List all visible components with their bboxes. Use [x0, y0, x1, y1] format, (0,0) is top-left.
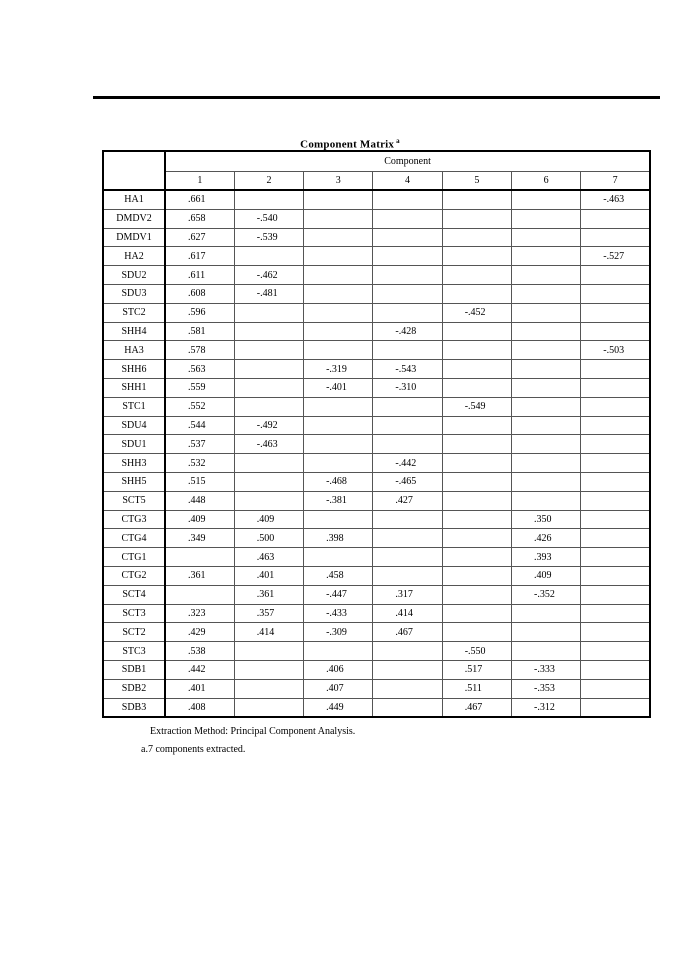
loading-cell — [581, 604, 650, 623]
loading-cell — [581, 284, 650, 303]
loading-cell — [304, 209, 373, 228]
loading-cell — [304, 322, 373, 341]
loading-cell — [234, 322, 303, 341]
loading-cell: -.549 — [442, 397, 511, 416]
loading-cell — [442, 341, 511, 360]
table-row — [103, 566, 650, 585]
table-row — [103, 209, 650, 228]
loading-cell — [234, 397, 303, 416]
loading-cell — [442, 322, 511, 341]
loading-cell: -.452 — [442, 303, 511, 322]
table-row — [103, 472, 650, 491]
loading-cell — [581, 472, 650, 491]
row-label: SDU2 — [103, 266, 165, 285]
loading-cell — [581, 660, 650, 679]
table-row — [103, 679, 650, 698]
loading-cell — [511, 341, 580, 360]
component-number-header: 7 — [581, 172, 650, 191]
loading-cell: -.492 — [234, 416, 303, 435]
loading-cell — [373, 642, 442, 661]
row-label: SDB1 — [103, 660, 165, 679]
loading-cell — [511, 642, 580, 661]
corner-cell — [103, 151, 165, 190]
loading-cell: -.319 — [304, 360, 373, 379]
loading-cell — [304, 303, 373, 322]
loading-cell — [442, 284, 511, 303]
loading-cell: -.462 — [234, 266, 303, 285]
loading-cell — [373, 228, 442, 247]
loading-cell: -.401 — [304, 378, 373, 397]
loading-cell: .401 — [165, 679, 234, 698]
table-row — [103, 604, 650, 623]
table-row — [103, 397, 650, 416]
loading-cell: .429 — [165, 623, 234, 642]
loading-cell — [373, 247, 442, 266]
loading-cell — [373, 660, 442, 679]
component-number-header: 5 — [442, 172, 511, 191]
table-row — [103, 416, 650, 435]
table-title-text: Component Matrix — [300, 138, 395, 151]
loading-cell — [511, 623, 580, 642]
loading-cell: .398 — [304, 529, 373, 548]
loading-cell: .361 — [165, 566, 234, 585]
loading-cell: .517 — [442, 660, 511, 679]
loading-cell: -.442 — [373, 454, 442, 473]
table-row — [103, 266, 650, 285]
loading-cell — [442, 416, 511, 435]
loading-cell — [234, 378, 303, 397]
row-label: SCT4 — [103, 585, 165, 604]
loading-cell — [581, 529, 650, 548]
loading-cell — [442, 510, 511, 529]
loading-cell — [304, 228, 373, 247]
loading-cell: -.428 — [373, 322, 442, 341]
loading-cell — [373, 566, 442, 585]
loading-cell — [581, 303, 650, 322]
loading-cell — [581, 623, 650, 642]
loading-cell — [581, 360, 650, 379]
loading-cell: .407 — [304, 679, 373, 698]
loading-cell — [304, 247, 373, 266]
loading-cell: -.333 — [511, 660, 580, 679]
loading-cell — [442, 529, 511, 548]
loading-cell — [581, 266, 650, 285]
loading-cell — [442, 228, 511, 247]
loading-cell — [373, 341, 442, 360]
loading-cell — [511, 247, 580, 266]
component-number-header: 6 — [511, 172, 580, 191]
loading-cell — [304, 454, 373, 473]
loading-cell — [304, 642, 373, 661]
loading-cell: .350 — [511, 510, 580, 529]
loading-cell — [581, 642, 650, 661]
loading-cell: .458 — [304, 566, 373, 585]
loading-cell — [511, 284, 580, 303]
table-body — [103, 190, 650, 717]
loading-cell: -.540 — [234, 209, 303, 228]
loading-cell — [234, 360, 303, 379]
loading-cell — [234, 660, 303, 679]
loading-cell — [511, 435, 580, 454]
loading-cell — [373, 266, 442, 285]
loading-cell — [511, 472, 580, 491]
loading-cell — [442, 623, 511, 642]
loading-cell: -.352 — [511, 585, 580, 604]
row-label: SHH6 — [103, 360, 165, 379]
loading-cell: .532 — [165, 454, 234, 473]
loading-cell — [581, 548, 650, 567]
row-label: CTG2 — [103, 566, 165, 585]
loading-cell — [442, 435, 511, 454]
loading-cell: .361 — [234, 585, 303, 604]
table-row — [103, 360, 650, 379]
loading-cell — [581, 698, 650, 717]
loading-cell: .393 — [511, 548, 580, 567]
loading-cell — [442, 604, 511, 623]
loading-cell — [581, 397, 650, 416]
row-label: HA1 — [103, 190, 165, 209]
loading-cell — [373, 209, 442, 228]
table-row — [103, 341, 650, 360]
loading-cell — [373, 435, 442, 454]
loading-cell — [581, 435, 650, 454]
loading-cell — [442, 454, 511, 473]
row-label: SHH5 — [103, 472, 165, 491]
table-row — [103, 284, 650, 303]
row-label: SCT3 — [103, 604, 165, 623]
loading-cell: .409 — [165, 510, 234, 529]
loading-cell — [581, 209, 650, 228]
loading-cell — [511, 491, 580, 510]
loading-cell — [442, 360, 511, 379]
loading-cell: .357 — [234, 604, 303, 623]
loading-cell: .581 — [165, 322, 234, 341]
loading-cell — [442, 209, 511, 228]
loading-cell: .559 — [165, 378, 234, 397]
loading-cell — [304, 548, 373, 567]
loading-cell: .448 — [165, 491, 234, 510]
loading-cell: .463 — [234, 548, 303, 567]
component-header: Component — [165, 151, 650, 172]
row-label: SDU1 — [103, 435, 165, 454]
row-label: SHH3 — [103, 454, 165, 473]
loading-cell: -.465 — [373, 472, 442, 491]
table-row — [103, 660, 650, 679]
loading-cell: -.312 — [511, 698, 580, 717]
loading-cell: .658 — [165, 209, 234, 228]
loading-cell — [304, 510, 373, 529]
loading-cell — [165, 585, 234, 604]
component-number-header: 4 — [373, 172, 442, 191]
loading-cell: .449 — [304, 698, 373, 717]
loading-cell: -.463 — [234, 435, 303, 454]
table-title-superscript: a — [396, 137, 400, 145]
loading-cell — [373, 284, 442, 303]
loading-cell — [581, 566, 650, 585]
table-row — [103, 190, 650, 209]
loading-cell: .409 — [511, 566, 580, 585]
component-number-header: 2 — [234, 172, 303, 191]
loading-cell: .426 — [511, 529, 580, 548]
table-row — [103, 585, 650, 604]
row-label: DMDV2 — [103, 209, 165, 228]
loading-cell: .323 — [165, 604, 234, 623]
table-row — [103, 435, 650, 454]
loading-cell: .511 — [442, 679, 511, 698]
loading-cell: -.468 — [304, 472, 373, 491]
table-row — [103, 228, 650, 247]
loading-cell — [442, 566, 511, 585]
row-label: HA3 — [103, 341, 165, 360]
loading-cell — [511, 416, 580, 435]
loading-cell — [581, 510, 650, 529]
loading-cell — [511, 266, 580, 285]
loading-cell: .409 — [234, 510, 303, 529]
loading-cell: .627 — [165, 228, 234, 247]
component-number-header: 3 — [304, 172, 373, 191]
loading-cell: .427 — [373, 491, 442, 510]
loading-cell — [234, 247, 303, 266]
loading-cell: -.503 — [581, 341, 650, 360]
table-row — [103, 322, 650, 341]
loading-cell: .544 — [165, 416, 234, 435]
row-label: SCT5 — [103, 491, 165, 510]
table-row — [103, 529, 650, 548]
loading-cell: .408 — [165, 698, 234, 717]
loading-cell — [581, 378, 650, 397]
footnote-components: a.7 components extracted. — [141, 744, 246, 755]
loading-cell: .414 — [234, 623, 303, 642]
loading-cell — [234, 491, 303, 510]
loading-cell: -.381 — [304, 491, 373, 510]
loading-cell: -.550 — [442, 642, 511, 661]
loading-cell — [442, 491, 511, 510]
loading-cell — [304, 416, 373, 435]
loading-cell — [234, 679, 303, 698]
row-label: SDU4 — [103, 416, 165, 435]
row-label: SDU3 — [103, 284, 165, 303]
loading-cell: .608 — [165, 284, 234, 303]
table-row — [103, 548, 650, 567]
loading-cell — [304, 190, 373, 209]
table-row — [103, 642, 650, 661]
loading-cell: -.447 — [304, 585, 373, 604]
loading-cell — [373, 679, 442, 698]
loading-cell — [511, 228, 580, 247]
loading-cell: .467 — [373, 623, 442, 642]
loading-cell: -.463 — [581, 190, 650, 209]
loading-cell — [511, 360, 580, 379]
row-label: SCT2 — [103, 623, 165, 642]
loading-cell — [581, 454, 650, 473]
component-matrix-table — [102, 150, 651, 718]
loading-cell: -.433 — [304, 604, 373, 623]
row-label: HA2 — [103, 247, 165, 266]
footnote-extraction: Extraction Method: Principal Component Analysis. — [150, 726, 356, 737]
loading-cell — [581, 416, 650, 435]
loading-cell — [373, 698, 442, 717]
table-row — [103, 623, 650, 642]
table-row — [103, 378, 650, 397]
row-label: STC1 — [103, 397, 165, 416]
loading-cell — [304, 341, 373, 360]
loading-cell — [442, 585, 511, 604]
loading-cell — [511, 190, 580, 209]
table-row — [103, 247, 650, 266]
loading-cell: -.527 — [581, 247, 650, 266]
loading-cell — [304, 266, 373, 285]
loading-cell — [581, 228, 650, 247]
table-row — [103, 491, 650, 510]
loading-cell: -.310 — [373, 378, 442, 397]
row-label: SHH1 — [103, 378, 165, 397]
loading-cell — [511, 322, 580, 341]
row-label: DMDV1 — [103, 228, 165, 247]
loading-cell: .442 — [165, 660, 234, 679]
loading-cell — [373, 510, 442, 529]
loading-cell — [581, 322, 650, 341]
table-title — [0, 137, 700, 151]
loading-cell — [442, 266, 511, 285]
loading-cell — [373, 529, 442, 548]
loading-cell — [165, 548, 234, 567]
loading-cell: .538 — [165, 642, 234, 661]
row-label: STC2 — [103, 303, 165, 322]
loading-cell — [304, 435, 373, 454]
loading-cell: .401 — [234, 566, 303, 585]
loading-cell: .611 — [165, 266, 234, 285]
loading-cell: -.309 — [304, 623, 373, 642]
loading-cell: .552 — [165, 397, 234, 416]
loading-cell: .661 — [165, 190, 234, 209]
loading-cell: .467 — [442, 698, 511, 717]
loading-cell — [442, 548, 511, 567]
loading-cell: .406 — [304, 660, 373, 679]
loading-cell — [234, 341, 303, 360]
loading-cell: .349 — [165, 529, 234, 548]
top-rule — [93, 96, 660, 99]
loading-cell — [373, 416, 442, 435]
loading-cell: .563 — [165, 360, 234, 379]
loading-cell: -.481 — [234, 284, 303, 303]
loading-cell: .578 — [165, 341, 234, 360]
loading-cell: .596 — [165, 303, 234, 322]
loading-cell — [581, 679, 650, 698]
loading-cell — [442, 472, 511, 491]
row-label: SDB2 — [103, 679, 165, 698]
loading-cell — [442, 190, 511, 209]
table-row — [103, 510, 650, 529]
row-label: CTG1 — [103, 548, 165, 567]
header-row-numbers — [103, 172, 650, 191]
loading-cell — [581, 585, 650, 604]
loading-cell — [442, 378, 511, 397]
loading-cell — [373, 190, 442, 209]
loading-cell — [511, 604, 580, 623]
loading-cell — [511, 454, 580, 473]
loading-cell — [511, 209, 580, 228]
loading-cell: .317 — [373, 585, 442, 604]
row-label: SHH4 — [103, 322, 165, 341]
loading-cell — [234, 472, 303, 491]
loading-cell: .617 — [165, 247, 234, 266]
loading-cell — [234, 642, 303, 661]
loading-cell — [373, 397, 442, 416]
table-row — [103, 698, 650, 717]
loading-cell — [511, 303, 580, 322]
loading-cell — [304, 397, 373, 416]
loading-cell — [511, 378, 580, 397]
loading-cell — [373, 548, 442, 567]
loading-cell — [234, 190, 303, 209]
loading-cell — [234, 698, 303, 717]
loading-cell: -.539 — [234, 228, 303, 247]
loading-cell — [234, 454, 303, 473]
loading-cell — [581, 491, 650, 510]
row-label: SDB3 — [103, 698, 165, 717]
table-row — [103, 454, 650, 473]
loading-cell: .515 — [165, 472, 234, 491]
row-label: CTG3 — [103, 510, 165, 529]
header-row-component — [103, 151, 650, 172]
loading-cell — [442, 247, 511, 266]
loading-cell: -.353 — [511, 679, 580, 698]
loading-cell — [304, 284, 373, 303]
loading-cell: .537 — [165, 435, 234, 454]
loading-cell: .500 — [234, 529, 303, 548]
loading-cell: .414 — [373, 604, 442, 623]
loading-cell — [511, 397, 580, 416]
loading-cell: -.543 — [373, 360, 442, 379]
loading-cell — [373, 303, 442, 322]
component-number-header: 1 — [165, 172, 234, 191]
table-row — [103, 303, 650, 322]
row-label: STC3 — [103, 642, 165, 661]
row-label: CTG4 — [103, 529, 165, 548]
loading-cell — [234, 303, 303, 322]
